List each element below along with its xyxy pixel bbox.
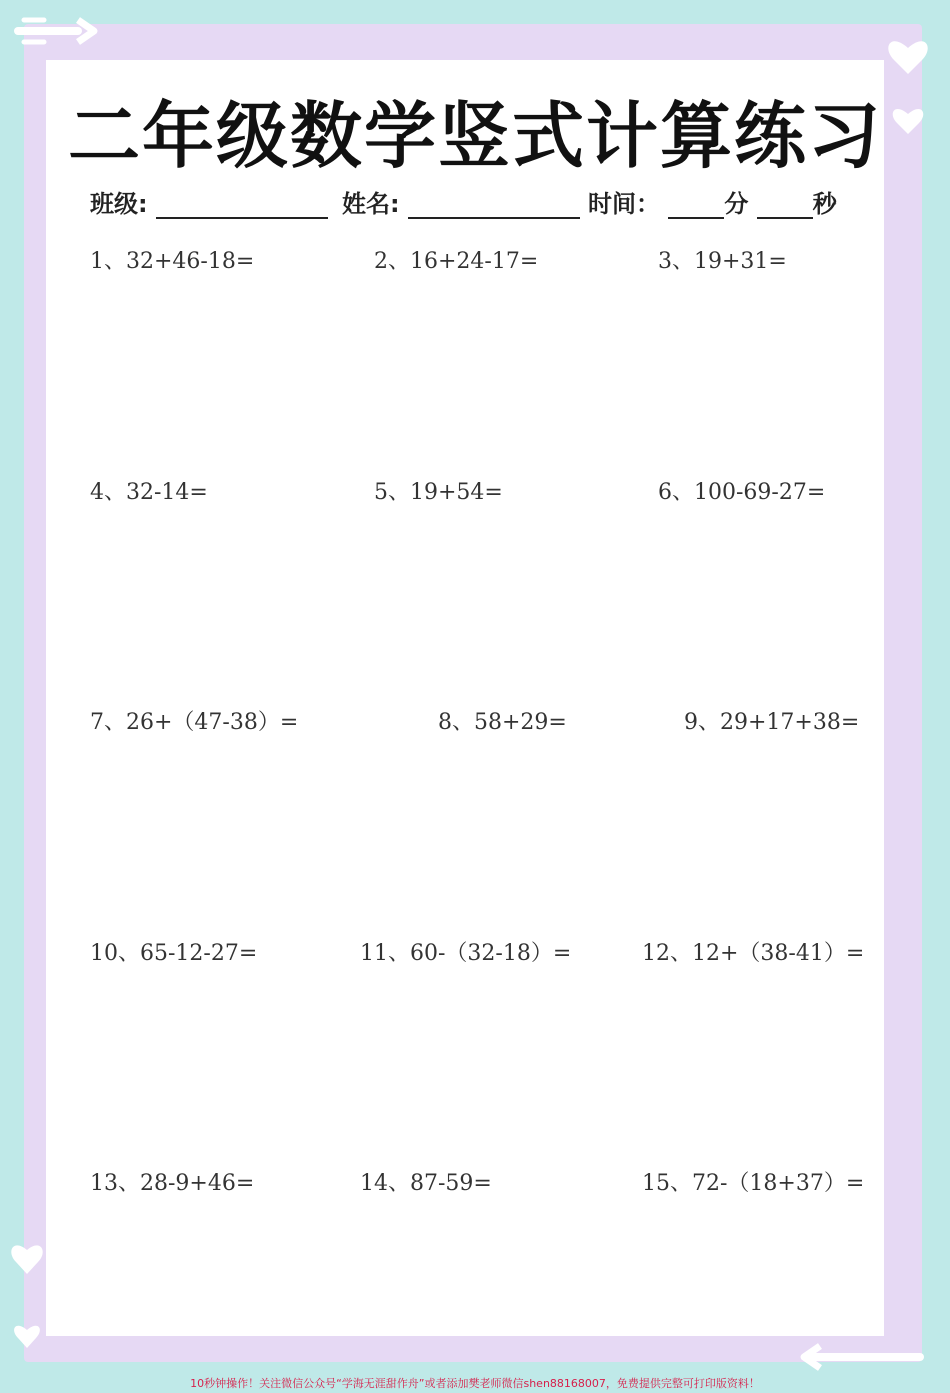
problem-item: 6、100-69-27= <box>658 480 826 505</box>
problem-item: 14、87-59= <box>360 1171 492 1196</box>
class-blank[interactable] <box>156 191 328 219</box>
problem-item: 10、65-12-27= <box>90 941 258 966</box>
problem-item: 5、19+54= <box>374 480 503 505</box>
second-label: 秒 <box>812 190 837 218</box>
minute-label: 分 <box>724 190 749 218</box>
heart-decoration-icon <box>4 1230 50 1380</box>
arrow-decoration-icon <box>14 14 144 48</box>
arrow-decoration-icon <box>790 1340 930 1374</box>
problem-item: 11、60-（32-18）= <box>360 941 572 966</box>
class-label: 班级: <box>90 190 148 218</box>
problem-item: 8、58+29= <box>438 710 567 735</box>
problem-item: 2、16+24-17= <box>374 249 539 274</box>
page-title: 二年级数学竖式计算练习 <box>67 94 882 178</box>
name-field[interactable] <box>342 184 580 219</box>
name-blank[interactable] <box>408 191 580 219</box>
problem-item: 15、72-（18+37）= <box>642 1171 865 1196</box>
seconds-blank[interactable] <box>757 191 813 219</box>
problem-item: 3、19+31= <box>658 249 787 274</box>
time-field[interactable] <box>588 184 837 219</box>
class-field[interactable] <box>90 184 328 219</box>
minutes-blank[interactable] <box>668 191 724 219</box>
promo-footer: 10秒钟操作！关注微信公众号“学海无涯甜作舟”或者添加樊老师微信shen88168007，免费提供完整可打印版资料！ <box>190 1377 760 1390</box>
student-info-row <box>90 184 860 220</box>
problem-item: 9、29+17+38= <box>684 710 860 735</box>
problem-item: 7、26+（47-38）= <box>90 710 299 735</box>
name-label: 姓名: <box>342 190 400 218</box>
problem-item: 4、32-14= <box>90 480 208 505</box>
problem-item: 12、12+（38-41）= <box>642 941 865 966</box>
time-label: 时间： <box>588 190 660 218</box>
problem-item: 13、28-9+46= <box>90 1171 255 1196</box>
problem-item: 1、32+46-18= <box>90 249 255 274</box>
